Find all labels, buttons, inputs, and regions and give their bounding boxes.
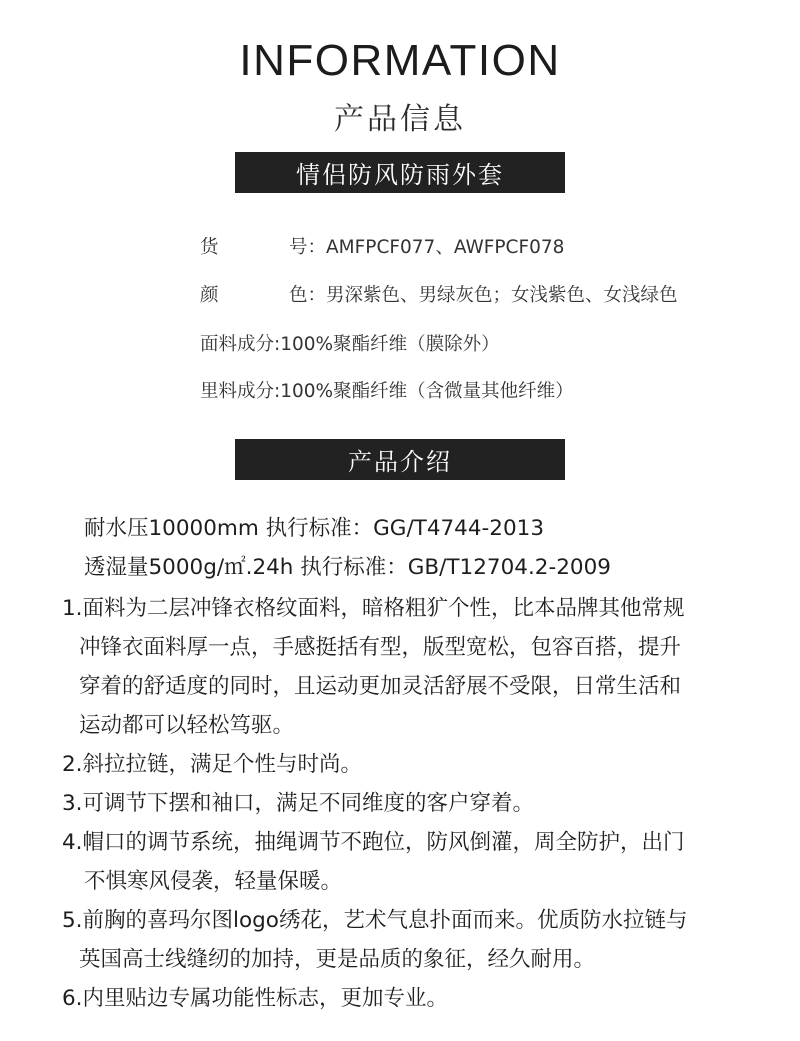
info-value: 100%聚酯纤维（膜除外） [280, 334, 500, 355]
info-row-lining [200, 377, 574, 403]
info-separator: ： [307, 285, 327, 306]
standard-line: 透湿量5000g/㎡.24h 执行标准：GB/T12704.2-2009 [84, 555, 611, 580]
info-label-part: 颜 [200, 285, 219, 306]
feature-line: 3.可调节下摆和袖口，满足不同维度的客户穿着。 [62, 791, 535, 816]
feature-line: 英国高士线缝纫的加持，更是品质的象征，经久耐用。 [79, 947, 596, 972]
info-row-color [200, 281, 678, 307]
feature-line: 运动都可以轻松笃驱。 [79, 713, 295, 738]
product-name-banner [235, 152, 565, 193]
info-separator: : [274, 334, 281, 355]
info-value: 100%聚酯纤维（含微量其他纤维） [280, 381, 574, 402]
info-label-part: 货 [200, 237, 219, 258]
product-intro-banner [235, 439, 565, 480]
feature-line: 2.斜拉拉链，满足个性与时尚。 [62, 752, 363, 777]
info-label: 面料成分 [200, 334, 275, 355]
page-title-cn: 产品信息 [334, 102, 466, 137]
feature-line: 不惧寒风侵袭，轻量保暖。 [84, 869, 343, 894]
info-label-part: 号 [289, 237, 308, 258]
feature-line: 1.面料为二层冲锋衣格纹面料，暗格粗犷个性，比本品牌其他常规 [62, 596, 685, 621]
info-separator: ： [307, 237, 327, 258]
info-value: AMFPCF077、AWFPCF078 [326, 237, 565, 258]
info-label-part: 色 [289, 285, 308, 306]
info-row-fabric [200, 330, 500, 356]
info-value: 男深紫色、男绿灰色；女浅紫色、女浅绿色 [326, 285, 678, 306]
info-row-sku [200, 233, 564, 259]
product-name-label: 情侣防风防雨外套 [296, 161, 504, 189]
feature-line: 4.帽口的调节系统，抽绳调节不跑位，防风倒灌，周全防护，出门 [62, 830, 685, 855]
page-title-en: INFORMATION [239, 36, 561, 85]
feature-line: 6.内里贴边专属功能性标志，更加专业。 [62, 986, 449, 1011]
feature-line: 冲锋衣面料厚一点，手感挺括有型，版型宽松，包容百搭，提升 [79, 635, 682, 660]
info-label: 里料成分 [200, 381, 275, 402]
standard-line: 耐水压10000mm 执行标准：GG/T4744-2013 [84, 516, 545, 541]
product-intro-label: 产品介绍 [348, 448, 452, 476]
feature-line: 穿着的舒适度的同时，且运动更加灵活舒展不受限，日常生活和 [79, 674, 682, 699]
info-separator: : [274, 381, 281, 402]
feature-line: 5.前胸的喜玛尔图logo绣花，艺术气息扑面而来。优质防水拉链与 [62, 908, 688, 933]
